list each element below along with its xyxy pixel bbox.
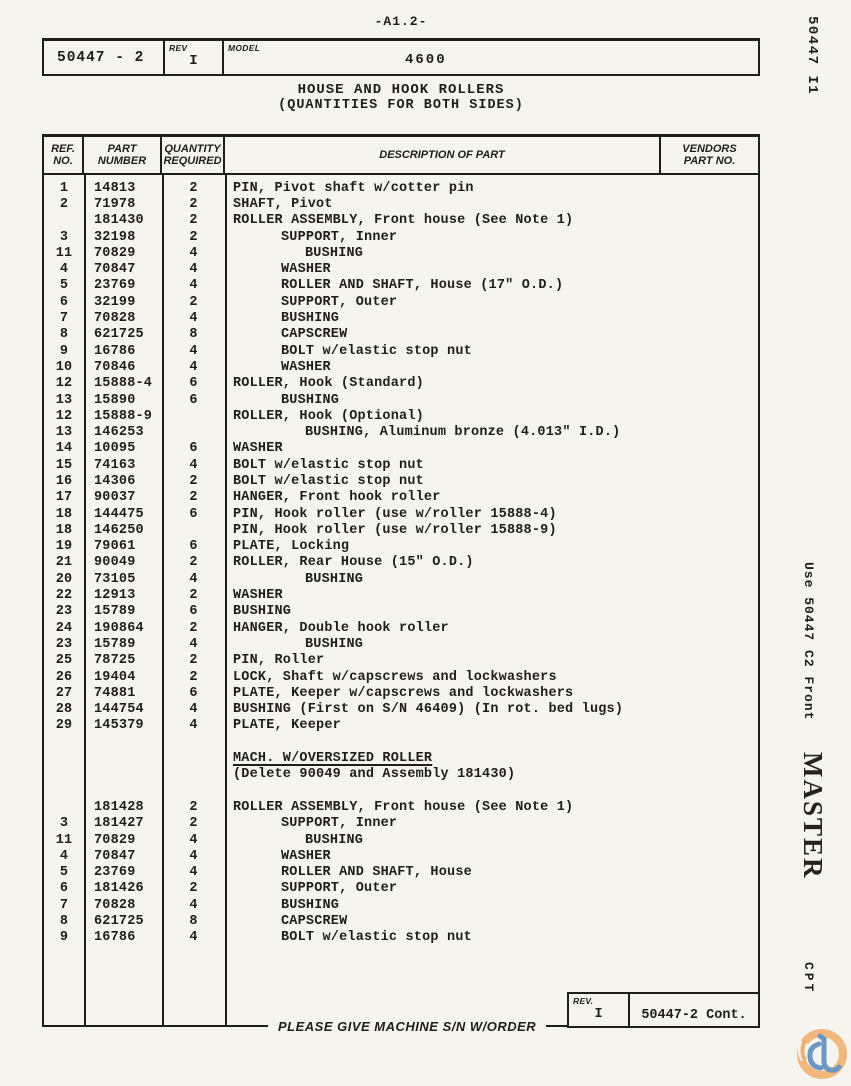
table-row: [44, 213, 758, 229]
table-row: [44, 229, 758, 245]
quantity-cell: 2: [189, 229, 198, 245]
part-number-cell: 15789: [94, 604, 136, 620]
quantity-cell: 4: [189, 359, 198, 375]
quantity-cell: 8: [189, 327, 198, 343]
description-cell: WASHER: [281, 262, 331, 278]
ref-no-cell: 7: [59, 311, 69, 327]
quantity-cell: 4: [189, 245, 198, 261]
description-cell: BUSHING: [281, 392, 340, 408]
ref-no-cell: 18: [55, 522, 73, 538]
ref-no-cell: 19: [55, 539, 73, 555]
table-row: [44, 864, 758, 880]
side-label-use-note: Use 50447 C2 Front: [801, 562, 816, 721]
table-row: [44, 897, 758, 913]
part-number-cell: 74881: [94, 685, 136, 701]
description-cell: MACH. W/OVERSIZED ROLLER: [233, 751, 433, 767]
table-row: [44, 245, 758, 261]
part-number-cell: 14306: [94, 473, 136, 489]
quantity-cell: 4: [189, 636, 198, 652]
table-row: [44, 376, 758, 392]
ref-no-cell: 26: [55, 669, 73, 685]
ref-no-cell: 13: [55, 392, 73, 408]
quantity-cell: 2: [189, 653, 198, 669]
description-cell: SHAFT, Pivot: [233, 196, 333, 212]
part-number-cell: 70846: [94, 359, 136, 375]
ref-no-cell: 12: [55, 408, 73, 424]
table-row: [44, 816, 758, 832]
part-number-cell: 190864: [94, 620, 144, 636]
quantity-cell: 4: [189, 930, 198, 946]
page-title: HOUSE AND HOOK ROLLERS: [297, 82, 505, 98]
table-row: [44, 571, 758, 587]
part-number-cell: 70847: [94, 262, 136, 278]
table-row: [44, 180, 758, 196]
table-row: [44, 669, 758, 685]
part-number-cell: 90049: [94, 555, 136, 571]
ref-no-cell: 1: [59, 180, 69, 196]
col-header-ref-no: REF. NO.: [44, 137, 84, 173]
quantity-cell: 2: [189, 669, 198, 685]
rev-box-rev-value: I: [594, 1007, 603, 1022]
table-row: [44, 881, 758, 897]
quantity-cell: 2: [189, 294, 198, 310]
description-cell: ROLLER, Hook (Standard): [233, 376, 424, 392]
part-number-cell: 70847: [94, 848, 136, 864]
ref-no-cell: 9: [59, 930, 69, 946]
part-number-cell: 73105: [94, 571, 136, 587]
page-subtitle: (QUANTITIES FOR BOTH SIDES): [278, 98, 524, 113]
table-row: [44, 473, 758, 489]
table-row: [44, 587, 758, 603]
quantity-cell: 4: [189, 278, 198, 294]
quantity-cell: 6: [189, 376, 198, 392]
description-cell: WASHER: [233, 441, 283, 457]
quantity-cell: 2: [189, 196, 198, 212]
master-stamp: MASTER: [798, 752, 828, 880]
description-cell: BUSHING: [281, 897, 340, 913]
ref-no-cell: 22: [55, 588, 73, 604]
ref-no-cell: 8: [59, 914, 69, 929]
part-number-cell: 16786: [94, 930, 136, 946]
quantity-cell: 4: [189, 311, 198, 327]
part-number-cell: 70829: [94, 245, 136, 261]
quantity-cell: 2: [189, 555, 198, 571]
col-header-vendors: VENDORS PART NO.: [659, 137, 758, 173]
quantity-cell: 4: [189, 897, 198, 913]
description-cell: PLATE, Keeper: [233, 718, 341, 734]
ref-no-cell: 14: [55, 441, 73, 457]
part-number-cell: 79061: [94, 539, 136, 555]
description-cell: BOLT w/elastic stop nut: [281, 930, 472, 946]
rev-cell: [165, 41, 224, 74]
part-number-cell: 144754: [94, 702, 144, 718]
part-number-cell: 23769: [94, 865, 136, 881]
rev-value: I: [189, 53, 198, 69]
quantity-cell: 4: [189, 457, 198, 473]
table-row: [44, 457, 758, 473]
description-cell: BUSHING: [233, 604, 292, 620]
quantity-cell: 8: [189, 914, 198, 929]
description-cell: SUPPORT, Inner: [281, 229, 398, 245]
description-cell: ROLLER ASSEMBLY, Front house (See Note 1): [233, 213, 574, 229]
description-cell: WASHER: [281, 359, 331, 375]
rev-box-doc-number: 50447-2 Cont.: [641, 1008, 747, 1023]
description-cell: BUSHING, Aluminum bronze (4.013" I.D.): [305, 425, 621, 441]
table-row: [44, 620, 758, 636]
ref-no-cell: 20: [55, 571, 73, 587]
quantity-cell: 2: [189, 588, 198, 604]
description-cell: BUSHING: [305, 832, 364, 848]
quantity-cell: 4: [189, 343, 198, 359]
table-row: [44, 783, 758, 799]
part-number-cell: 32199: [94, 294, 136, 310]
part-number-cell: 15888-4: [94, 376, 153, 392]
description-cell: HANGER, Double hook roller: [233, 620, 449, 636]
ref-no-cell: 23: [55, 636, 73, 652]
ref-no-cell: 23: [55, 604, 73, 620]
quantity-cell: 6: [189, 506, 198, 522]
footer-note: PLEASE GIVE MACHINE S/N W/ORDER: [268, 1019, 546, 1034]
part-number-cell: 78725: [94, 653, 136, 669]
table-row: [44, 604, 758, 620]
ref-no-cell: 4: [59, 848, 69, 864]
quantity-cell: 6: [189, 441, 198, 457]
table-row: [44, 392, 758, 408]
table-row: [44, 424, 758, 440]
ref-no-cell: 10: [55, 359, 73, 375]
quantity-cell: 2: [189, 490, 198, 506]
quantity-cell: 6: [189, 604, 198, 620]
ref-no-cell: 4: [59, 262, 69, 278]
side-label-cpt: CPT: [801, 962, 816, 995]
table-row: [44, 767, 758, 783]
quantity-cell: 2: [189, 180, 198, 196]
ref-no-cell: 16: [55, 473, 73, 489]
ref-no-cell: 3: [59, 816, 69, 832]
table-row: [44, 359, 758, 375]
part-number-cell: 145379: [94, 718, 144, 734]
ref-no-cell: 6: [59, 881, 69, 897]
table-row: [44, 278, 758, 294]
ref-no-cell: 11: [55, 832, 73, 848]
part-number-cell: 15789: [94, 636, 136, 652]
description-cell: ROLLER, Rear House (15" O.D.): [233, 555, 474, 571]
table-row: [44, 555, 758, 571]
description-cell: ROLLER AND SHAFT, House: [281, 865, 472, 881]
description-cell: ROLLER, Hook (Optional): [233, 408, 424, 424]
part-number-cell: 70828: [94, 311, 136, 327]
description-cell: PIN, Hook roller (use w/roller 15888-4): [233, 506, 557, 522]
description-cell: ROLLER ASSEMBLY, Front house (See Note 1): [233, 799, 574, 815]
col-header-quantity: QUANTITY REQUIRED: [162, 137, 225, 173]
part-number-cell: 621725: [94, 914, 144, 929]
table-row: [44, 539, 758, 555]
description-cell: PIN, Hook roller (use w/roller 15888-9): [233, 522, 557, 538]
ref-no-cell: 29: [55, 718, 73, 734]
quantity-cell: 4: [189, 718, 198, 734]
ref-no-cell: 7: [59, 897, 69, 913]
table-row: [44, 441, 758, 457]
ref-no-cell: 8: [59, 327, 69, 343]
description-cell: BOLT w/elastic stop nut: [233, 457, 424, 473]
page-number: -A1.2-: [374, 14, 428, 29]
quantity-cell: 4: [189, 262, 198, 278]
description-cell: SUPPORT, Outer: [281, 881, 398, 897]
part-number-cell: 71978: [94, 196, 136, 212]
part-number-cell: 14813: [94, 180, 136, 196]
quantity-cell: 4: [189, 571, 198, 587]
table-body: [44, 175, 758, 1025]
quantity-cell: 4: [189, 702, 198, 718]
description-cell: BOLT w/elastic stop nut: [281, 343, 472, 359]
table-row: [44, 196, 758, 212]
col-header-part-number: PART NUMBER: [84, 137, 162, 173]
table-row: [44, 832, 758, 848]
description-cell: WASHER: [233, 588, 283, 604]
quantity-cell: 6: [189, 685, 198, 701]
description-cell: WASHER: [281, 848, 331, 864]
description-cell: SUPPORT, Outer: [281, 294, 398, 310]
table-row: [44, 522, 758, 538]
table-row: [44, 685, 758, 701]
part-number-cell: 74163: [94, 457, 136, 473]
part-number-cell: 181430: [94, 213, 144, 229]
description-cell: BUSHING: [305, 245, 364, 261]
table-row: [44, 294, 758, 310]
part-number-cell: 70828: [94, 897, 136, 913]
ref-no-cell: 9: [59, 343, 69, 359]
description-cell: ROLLER AND SHAFT, House (17" O.D.): [281, 278, 564, 294]
part-number-cell: 90037: [94, 490, 136, 506]
ref-no-cell: 5: [59, 278, 69, 294]
ref-no-cell: 28: [55, 702, 73, 718]
part-number-cell: 23769: [94, 278, 136, 294]
description-cell: LOCK, Shaft w/capscrews and lockwashers: [233, 669, 557, 685]
table-body-rows: [44, 180, 758, 946]
quantity-cell: 6: [189, 392, 198, 408]
ref-no-cell: 27: [55, 685, 73, 701]
table-row: [44, 930, 758, 946]
table-row: [44, 702, 758, 718]
table-row: [44, 913, 758, 929]
ref-no-cell: 24: [55, 620, 73, 636]
side-label-doc-id: 50447 I1: [804, 16, 820, 96]
ref-no-cell: 5: [59, 865, 69, 881]
ref-no-cell: 21: [55, 555, 73, 571]
rev-label: REV: [169, 43, 188, 53]
part-number-cell: 181426: [94, 881, 144, 897]
ref-no-cell: 6: [59, 294, 69, 310]
quantity-cell: 2: [189, 881, 198, 897]
table-row: [44, 653, 758, 669]
quantity-cell: 2: [189, 799, 198, 815]
part-number-cell: 146250: [94, 522, 144, 538]
quantity-cell: 4: [189, 865, 198, 881]
table-row: [44, 750, 758, 766]
table-row: [44, 343, 758, 359]
model-label: MODEL: [228, 43, 261, 53]
part-number-cell: 181428: [94, 799, 144, 815]
quantity-cell: 4: [189, 832, 198, 848]
description-cell: PLATE, Keeper w/capscrews and lockwashers: [233, 685, 574, 701]
quantity-cell: 4: [189, 848, 198, 864]
description-cell: BUSHING: [305, 636, 364, 652]
quantity-cell: 2: [189, 620, 198, 636]
rev-box-rev-cell: [569, 994, 630, 1026]
part-number-cell: 70829: [94, 832, 136, 848]
part-number-cell: 16786: [94, 343, 136, 359]
ref-no-cell: 17: [55, 490, 73, 506]
table-row: [44, 734, 758, 750]
table-row: [44, 506, 758, 522]
part-number-cell: 12913: [94, 588, 136, 604]
parts-table: [42, 134, 760, 1027]
ref-no-cell: 12: [55, 376, 73, 392]
part-number-cell: 10095: [94, 441, 136, 457]
table-row: [44, 718, 758, 734]
col-header-description: DESCRIPTION OF PART: [379, 148, 505, 161]
quantity-cell: 2: [189, 473, 198, 489]
description-cell: BUSHING (First on S/N 46409) (In rot. bed lugs): [233, 702, 624, 718]
description-cell: BUSHING: [281, 311, 340, 327]
ref-no-cell: 3: [59, 229, 69, 245]
table-row: [44, 327, 758, 343]
description-cell: PIN, Roller: [233, 653, 325, 669]
rev-box-rev-label: REV.: [573, 996, 594, 1006]
ref-no-cell: 2: [59, 196, 69, 212]
ref-no-cell: 13: [55, 425, 73, 441]
part-number-cell: 621725: [94, 327, 144, 343]
part-number-cell: 32198: [94, 229, 136, 245]
description-cell: SUPPORT, Inner: [281, 816, 398, 832]
document-number: 50447 - 2: [44, 41, 165, 74]
part-number-cell: 19404: [94, 669, 136, 685]
description-cell: BUSHING: [305, 571, 364, 587]
description-cell: PLATE, Locking: [233, 539, 350, 555]
description-cell: CAPSCREW: [281, 327, 348, 343]
description-cell: HANGER, Front hook roller: [233, 490, 441, 506]
quantity-cell: 2: [189, 213, 198, 229]
quantity-cell: 2: [189, 816, 198, 832]
watermark-logo-icon: [790, 1028, 851, 1086]
table-row: [44, 310, 758, 326]
ref-no-cell: 15: [55, 457, 73, 473]
model-value: 4600: [405, 52, 447, 68]
description-cell: BOLT w/elastic stop nut: [233, 473, 424, 489]
ref-no-cell: 18: [55, 506, 73, 522]
part-number-cell: 15890: [94, 392, 136, 408]
header-box: [42, 38, 760, 76]
description-cell: PIN, Pivot shaft w/cotter pin: [233, 180, 474, 196]
table-row: [44, 490, 758, 506]
table-row: [44, 408, 758, 424]
model-cell: [224, 41, 758, 74]
table-row: [44, 261, 758, 277]
part-number-cell: 146253: [94, 425, 144, 441]
quantity-cell: 6: [189, 539, 198, 555]
part-number-cell: 15888-9: [94, 408, 153, 424]
ref-no-cell: 11: [55, 245, 73, 261]
table-row: [44, 799, 758, 815]
table-header-row: [44, 137, 758, 175]
ref-no-cell: 25: [55, 653, 73, 669]
rev-box: [567, 992, 760, 1028]
description-cell: CAPSCREW: [281, 914, 348, 929]
table-row: [44, 848, 758, 864]
part-number-cell: 181427: [94, 816, 144, 832]
table-row: [44, 636, 758, 652]
description-cell: (Delete 90049 and Assembly 181430): [233, 767, 516, 783]
part-number-cell: 144475: [94, 506, 144, 522]
